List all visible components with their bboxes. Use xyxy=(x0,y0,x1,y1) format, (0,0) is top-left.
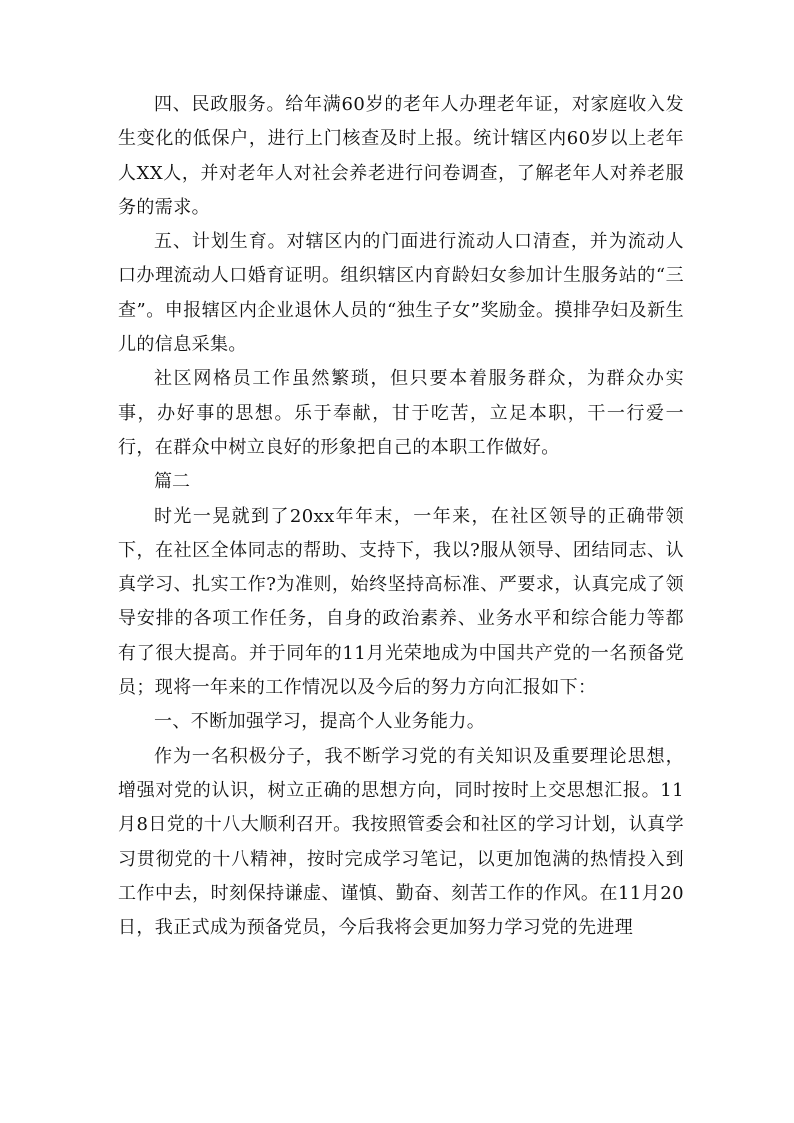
paragraph-study-heading: 一、不断加强学习，提高个人业务能力。 xyxy=(154,711,486,733)
paragraph-civil-affairs: 四、民政服务。给年满60岁的老年人办理老年证，对家庭收入发生变化的低保户，进行上门核查及时上报。统计辖区内60岁以上老年人XX人，并对老年人对社会养老进行问卷调查，了解老年人对养老服务的需求。 xyxy=(118,94,684,218)
paragraph-family-planning: 五、计划生育。对辖区内的门面进行流动人口清查，并为流动人口办理流动人口婚育证明。组织辖区内育龄妇女参加计生服务站的“三查”。申报辖区内企业退休人员的“独生子女”奖励金。摸排孕妇及新生儿的信息采集。 xyxy=(118,231,684,356)
paragraph-grid-worker-summary: 社区网格员工作虽然繁琐，但只要本着服务群众，为群众办实事，办好事的思想。乐于奉献，甘于吃苦，立足本职，干一行爱一行，在群众中树立良好的形象把自己的本职工作做好。 xyxy=(118,368,684,458)
paragraph-study-details: 作为一名积极分子，我不断学习党的有关知识及重要理论思想，增强对党的认识，树立正确的思想方向，同时按时上交思想汇报。11月8日党的十八大顺利召开。我按照管委会和社区的学习计划，认真学习贯彻党的十八精神，按时完成学习笔记，以更加饱满的热情投入到工作中去，时刻保持谦虚、谨慎、勤奋、刻苦工作的作风。在11月20日，我正式成为预备党员，今后我将会更加努力学习党的先进理 xyxy=(118,745,684,939)
section-heading-part-two: 篇二 xyxy=(154,471,190,493)
paragraph-year-review: 时光一晃就到了20xx年年末，一年来，在社区领导的正确带领下，在社区全体同志的帮助、支持下，我以?服从领导、团结同志、认真学习、扎实工作?为准则，始终坚持高标准、严要求，认真完成了领导安排的各项工作任务，自身的政治素养、业务水平和综合能力等都有了很大提高。并于同年的11月光荣地成为中国共产党的一名预备党员；现将一年来的工作情况以及今后的努力方向汇报如下： xyxy=(118,505,684,699)
document-body xyxy=(118,88,684,945)
